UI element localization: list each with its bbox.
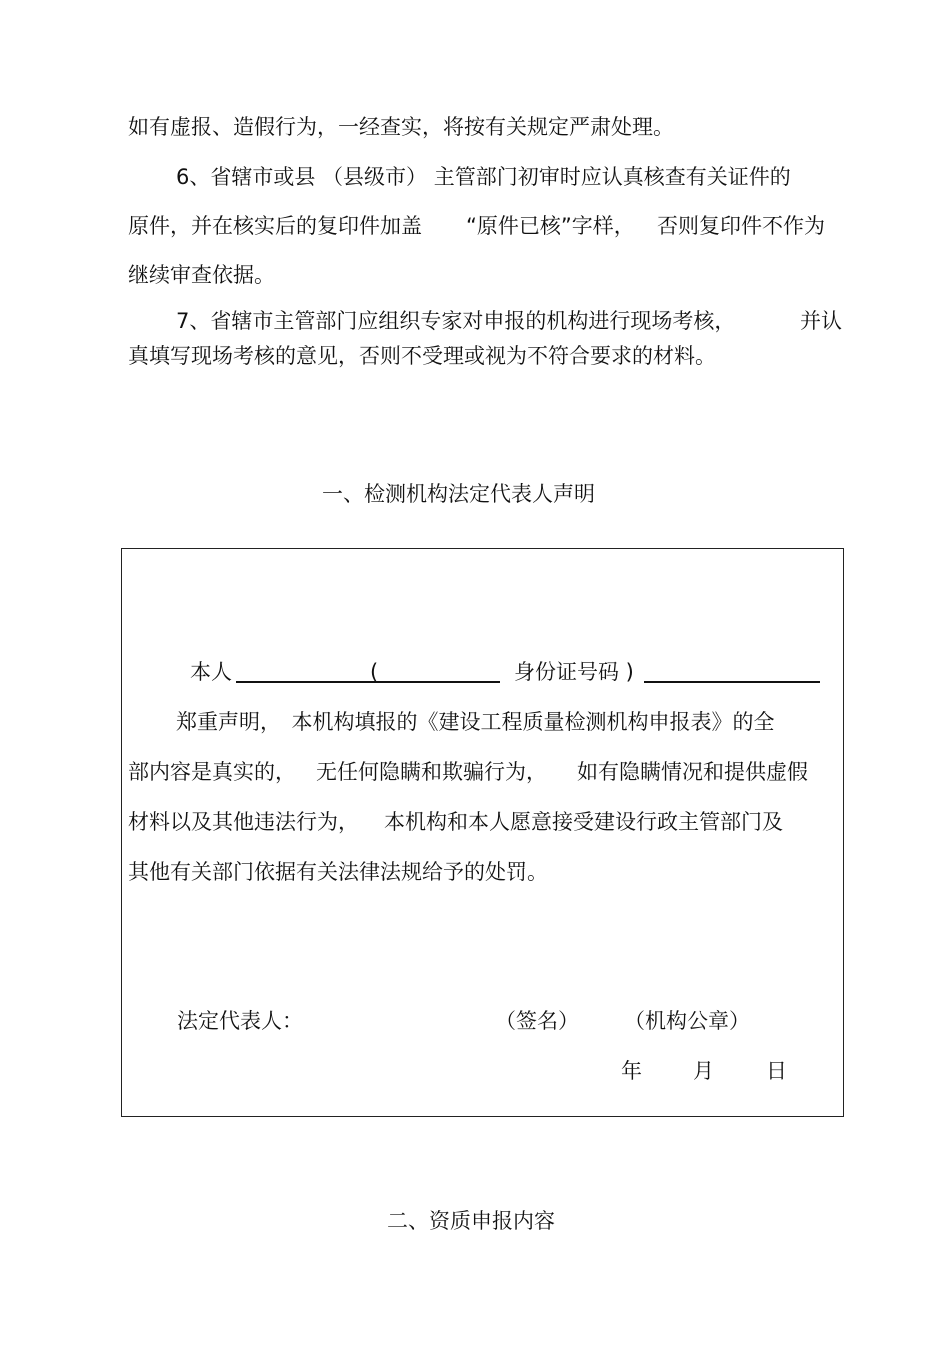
declaration-line-2a: 部内容是真实的， (128, 760, 296, 784)
open-paren: ( (370, 660, 379, 684)
id-number-label: 身份证号码 ) (514, 660, 634, 684)
declaration-line-4: 其他有关部门依据有关法律法规给予的处罚。 (128, 860, 548, 884)
item-6-line-2a: 原件，并在核实后的复印件加盖 (128, 214, 422, 238)
item-6-line-3: 继续审查依据。 (128, 263, 275, 287)
declaration-line-2c: 如有隐瞒情况和提供虚假 (577, 760, 808, 784)
signature-label: （签名） (495, 1009, 579, 1033)
declaration-line-2b: 无任何隐瞒和欺骗行为， (316, 760, 547, 784)
declaration-line-3b: 本机构和本人愿意接受建设行政主管部门及 (384, 810, 783, 834)
name-blank-line (236, 681, 500, 683)
benren-label: 本人 (190, 660, 232, 684)
seal-label: （机构公章） (624, 1009, 750, 1033)
item-6-line-2b: “原件已核”字样， (466, 214, 635, 238)
day-label: 日 (766, 1059, 787, 1083)
item-7-line-2: 真填写现场考核的意见，否则不受理或视为不符合要求的材料。 (128, 344, 716, 368)
section-2-title: 二、资质申报内容 (387, 1209, 555, 1233)
item-6-line-1: 6、省辖市或县 （县级市） 主管部门初审时应认真核查有关证件的 (176, 165, 791, 189)
month-label: 月 (693, 1059, 714, 1083)
year-label: 年 (621, 1059, 642, 1083)
declaration-line-3a: 材料以及其他违法行为， (128, 810, 359, 834)
item-7-line-1b: 并认 (800, 309, 842, 333)
item-6-line-2c: 否则复印件不作为 (657, 214, 825, 238)
legal-rep-label: 法定代表人： (177, 1009, 303, 1033)
id-number-blank-line (644, 681, 820, 683)
intro-line-1: 如有虚报、造假行为，一经查实，将按有关规定严肃处理。 (128, 115, 674, 139)
declaration-line-1: 郑重声明， 本机构填报的《建设工程质量检测机构申报表》的全 (176, 710, 775, 734)
section-1-title: 一、检测机构法定代表人声明 (322, 482, 595, 506)
item-7-line-1a: 7、省辖市主管部门应组织专家对申报的机构进行现场考核， (176, 309, 736, 333)
